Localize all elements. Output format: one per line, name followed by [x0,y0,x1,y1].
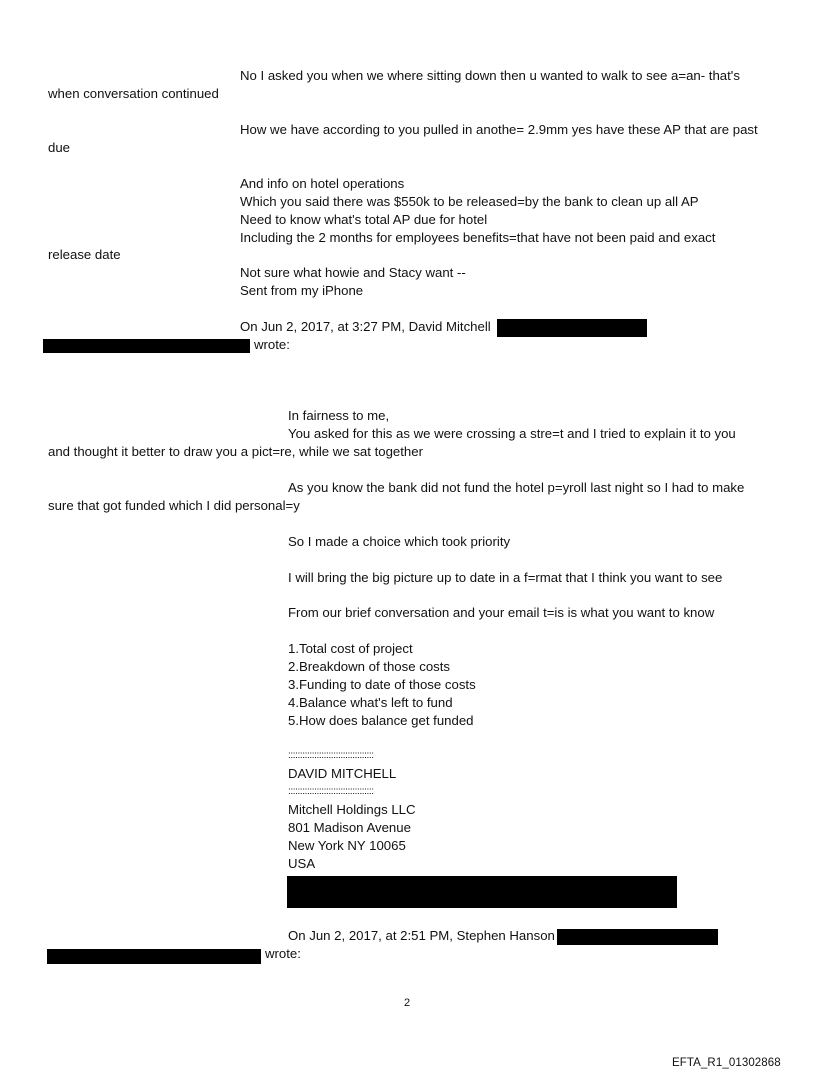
redaction-box [497,319,647,337]
quoted-line-4: As you know the bank did not fund the hotel p=yroll last night so I had to make [288,480,745,495]
signature-street: 801 Madison Avenue [288,820,411,835]
quote-header-1-wrote: wrote: [254,337,290,352]
reply-line-10: Not sure what howie and Stacy want -- [240,265,466,280]
quoted-line-1: In fairness to me, [288,408,390,423]
reply-line-7: Need to know what's total AP due for hotel [240,212,488,227]
page-number: 2 [404,997,411,1009]
quoted-line-6: So I made a choice which took priority [288,534,511,549]
reply-line-3: How we have according to you pulled in anothe= 2.9mm yes have these AP that are past [240,122,758,137]
quote-header-1-sender: On Jun 2, 2017, at 3:27 PM, David Mitchell [240,319,491,334]
list-item: 1.Total cost of project [288,641,413,656]
redaction-box [47,949,261,964]
list-item: 2.Breakdown of those costs [288,659,451,674]
signature-country: USA [288,856,316,871]
quoted-line-7: I will bring the big picture up to date in a f=rmat that I think you want to see [288,570,723,585]
quoted-line-8: From our brief conversation and your email t=is is what you want to know [288,605,715,620]
signature-city: New York NY 10065 [288,838,406,853]
reply-line-6: Which you said there was $550k to be released=by the bank to clean up all AP [240,194,699,209]
reply-line-11: Sent from my iPhone [240,283,364,298]
reply-line-2: when conversation continued [48,86,219,101]
redaction-box [43,339,250,353]
list-item: 5.How does balance get funded [288,713,474,728]
quoted-line-2: You asked for this as we were crossing a stre=t and I tried to explain it to you [288,426,736,441]
redaction-box [287,876,677,908]
list-item: 4.Balance what's left to fund [288,695,453,710]
quote-header-2-sender: On Jun 2, 2017, at 2:51 PM, Stephen Hanson [288,928,555,943]
redaction-box [557,929,718,945]
reply-line-5: And info on hotel operations [240,176,405,191]
signature-name: DAVID MITCHELL [288,766,397,781]
reply-line-8: Including the 2 months for employees benefits=that have not been paid and exact [240,230,716,245]
signature-divider: :::::::::::::::::::::::::::::::::::: [288,786,374,797]
quote-header-2-wrote: wrote: [265,946,301,961]
reply-line-1: No I asked you when we where sitting down then u wanted to walk to see a=an- that's [240,68,740,83]
quoted-line-3: and thought it better to draw you a pict=re, while we sat together [48,444,423,459]
document-id: EFTA_R1_01302868 [672,1057,781,1069]
quoted-line-5: sure that got funded which I did personal=y [48,498,300,513]
list-item: 3.Funding to date of those costs [288,677,476,692]
reply-line-4: due [48,140,71,155]
signature-company: Mitchell Holdings LLC [288,802,416,817]
signature-divider: :::::::::::::::::::::::::::::::::::: [288,750,374,761]
reply-line-9: release date [48,247,121,262]
